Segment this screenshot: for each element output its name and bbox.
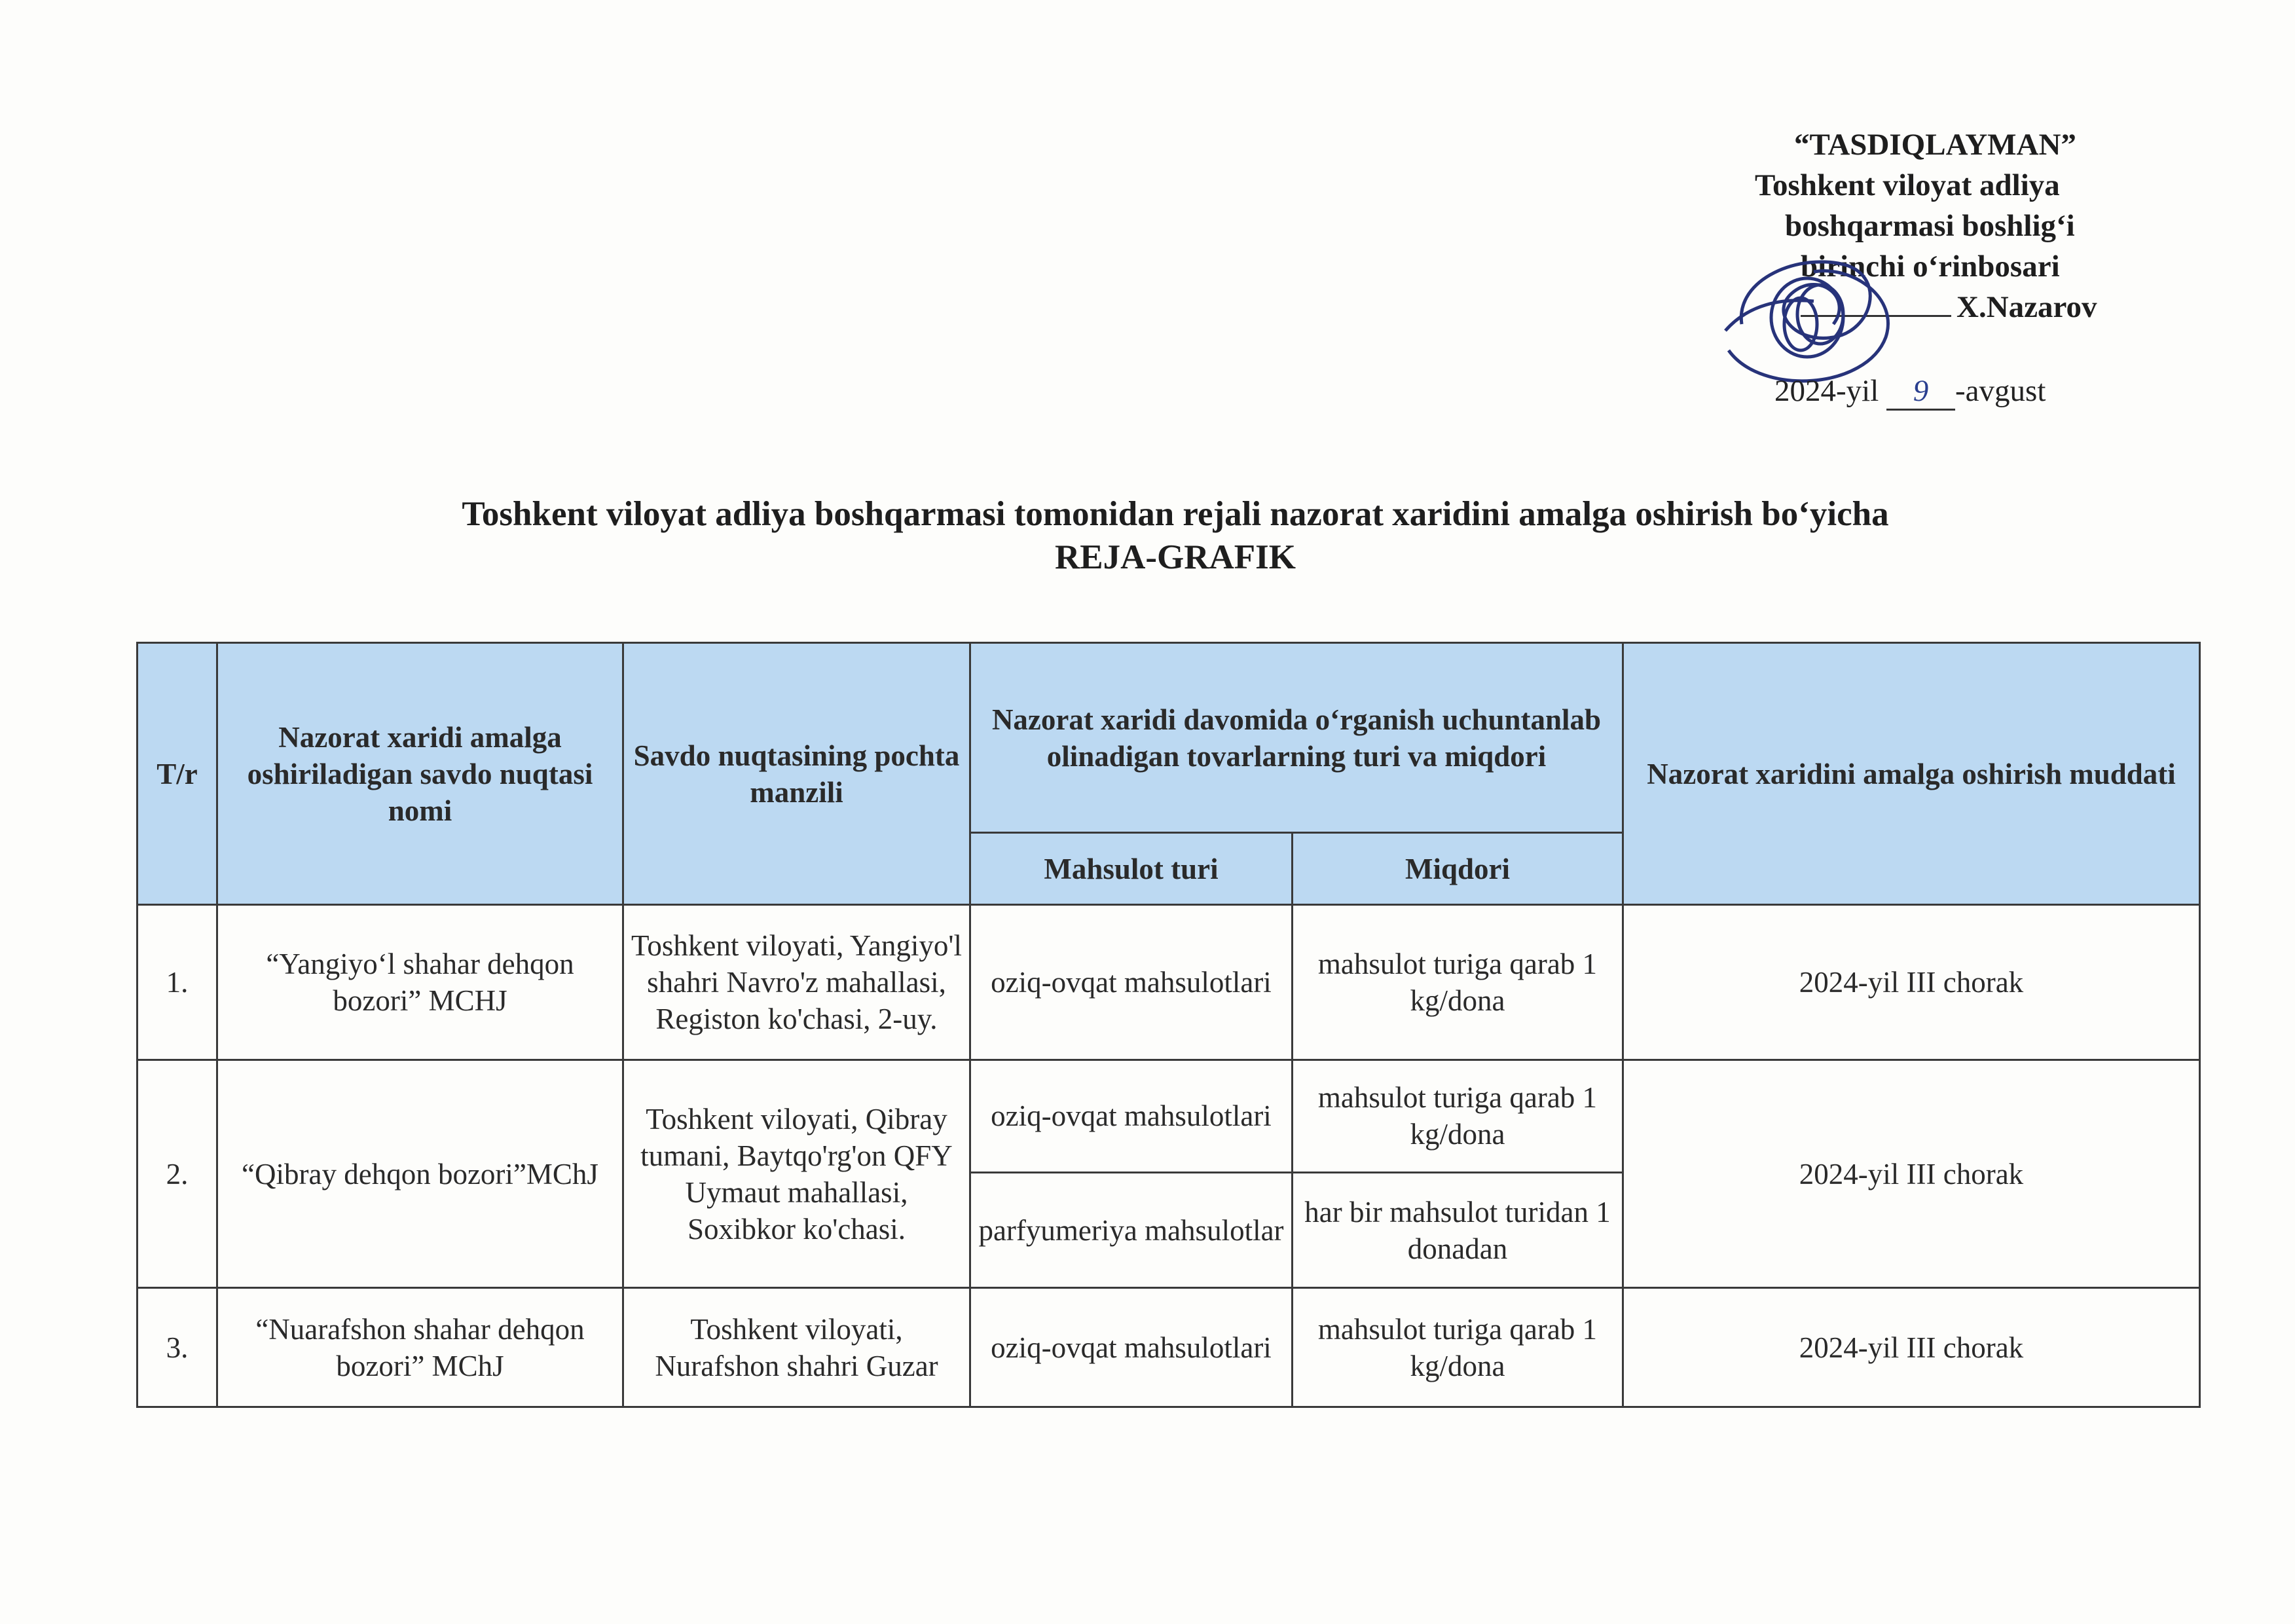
row-product-type: parfyumeriya mahsulotlar xyxy=(970,1172,1293,1288)
row-deadline: 2024-yil III chorak xyxy=(1623,905,2200,1060)
row-quantity: mahsulot turiga qarab 1 kg/dona xyxy=(1293,1288,1623,1407)
row-deadline: 2024-yil III chorak xyxy=(1623,1060,2200,1288)
row-deadline: 2024-yil III chorak xyxy=(1623,1288,2200,1407)
row-number: 1. xyxy=(138,905,217,1060)
approval-signer: X.Nazarov xyxy=(1956,290,2097,324)
approval-line-3: birinchi o‘rinbosari xyxy=(1801,249,2060,284)
title-line-2: REJA-GRAFIK xyxy=(1054,538,1296,576)
approval-date xyxy=(1774,373,2046,411)
row-address: Toshkent viloyati, Nurafshon shahri Guzar xyxy=(623,1288,970,1407)
title-line-1: Toshkent viloyat adliya boshqarmasi tomonidan rejali nazorat xaridini amalga oshirish bo‘yicha xyxy=(462,495,1889,533)
header-tr: T/r xyxy=(138,643,217,905)
row-quantity: har bir mahsulot turidan 1 donadan xyxy=(1293,1172,1623,1288)
header-quantity: Miqdori xyxy=(1293,833,1623,905)
row-product-type: oziq-ovqat mahsulotlari xyxy=(970,1288,1293,1407)
header-address: Savdo nuqtasining pochta manzili xyxy=(623,643,970,905)
header-name: Nazorat xaridi amalga oshiriladigan savdo nuqtasi nomi xyxy=(217,643,623,905)
row-product-type: oziq-ovqat mahsulotlari xyxy=(970,905,1293,1060)
date-suffix: -avgust xyxy=(1955,374,2046,408)
date-prefix: 2024-yil xyxy=(1774,374,1879,408)
header-product-type: Mahsulot turi xyxy=(970,833,1293,905)
row-name: “Nuarafshon shahar dehqon bozori” MChJ xyxy=(217,1288,623,1407)
row-name: “Qibray dehqon bozori”MChJ xyxy=(217,1060,623,1288)
table-row xyxy=(138,905,2200,1060)
plan-table xyxy=(136,642,2201,1408)
row-number: 2. xyxy=(138,1060,217,1288)
row-product-type: oziq-ovqat mahsulotlari xyxy=(970,1060,1293,1173)
row-address: Toshkent viloyati, Qibray tumani, Baytqo'rg'on QFY Uymaut mahallasi, Soxibkor ko'chasi. xyxy=(623,1060,970,1288)
approval-line-1: Toshkent viloyat adliya xyxy=(1755,168,2060,202)
header-goods: Nazorat xaridi davomida o‘rganish uchuntanlab olinadigan tovarlarning turi va miqdori xyxy=(970,643,1623,833)
row-number: 3. xyxy=(138,1288,217,1407)
table-row xyxy=(138,1060,2200,1173)
row-address: Toshkent viloyati, Yangiyo'l shahri Navro'z mahallasi, Registon ko'chasi, 2-uy. xyxy=(623,905,970,1060)
approval-heading: “TASDIQLAYMAN” xyxy=(1794,128,2076,162)
document-title xyxy=(196,492,2154,579)
row-name: “Yangiyo‘l shahar dehqon bozori” MCHJ xyxy=(217,905,623,1060)
row-quantity: mahsulot turiga qarab 1 kg/dona xyxy=(1293,1060,1623,1173)
header-deadline: Nazorat xaridini amalga oshirish muddati xyxy=(1623,643,2200,905)
table-row xyxy=(138,1288,2200,1407)
date-day: 9 xyxy=(1886,373,1955,411)
row-quantity: mahsulot turiga qarab 1 kg/dona xyxy=(1293,905,1623,1060)
approval-line-2: boshqarmasi boshlig‘i xyxy=(1785,209,2075,243)
